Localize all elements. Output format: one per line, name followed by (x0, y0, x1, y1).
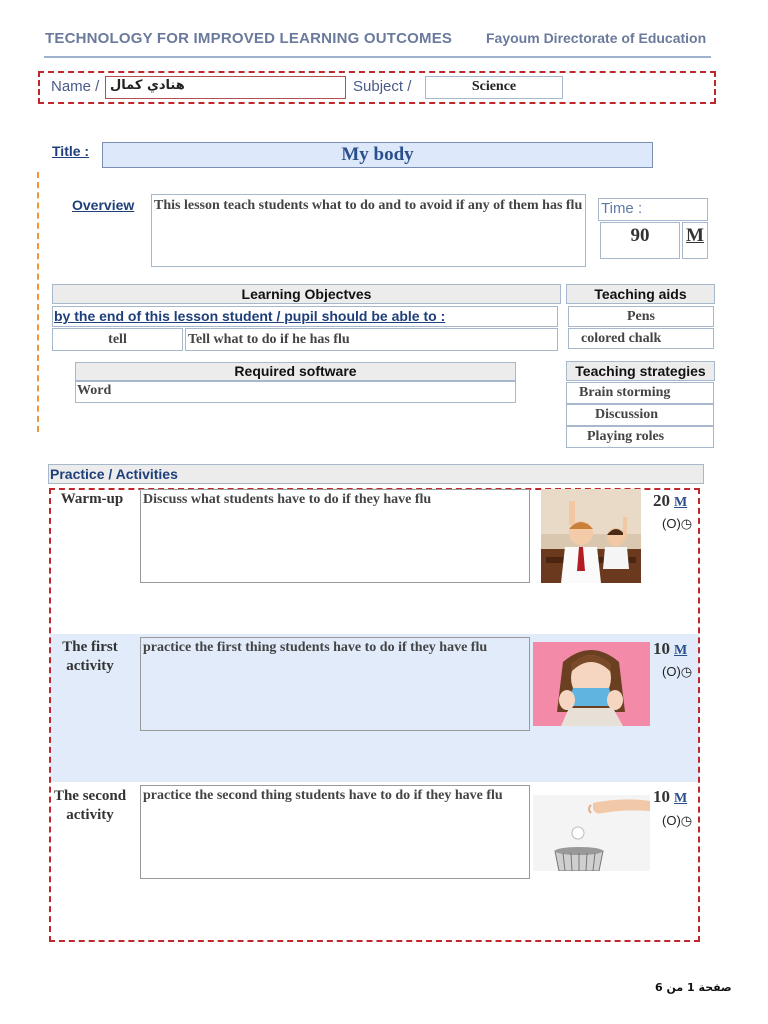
objective-text[interactable]: Tell what to do if he has flu (185, 328, 558, 351)
clock-icon: ◷ (680, 664, 693, 679)
first-activity-duration (653, 639, 687, 659)
teaching-aids-heading: Teaching aids (566, 284, 715, 304)
first-activity-minutes-unit: M (674, 643, 688, 658)
first-activity-text[interactable]: practice the first thing students have to do if they have flu (140, 637, 530, 731)
name-label: Name / (51, 78, 100, 95)
first-activity-label: The first activity (62, 639, 118, 674)
second-activity-duration (653, 787, 687, 807)
header-title: TECHNOLOGY FOR IMPROVED LEARNING OUTCOMES (45, 30, 453, 47)
directorate-name: Fayoum Directorate of Education (486, 30, 707, 46)
overview-label: Overview (72, 197, 135, 213)
time-label: Time : (598, 198, 708, 221)
warmup-duration (653, 491, 687, 511)
tissue-into-trash-bin-image (533, 795, 650, 871)
teaching-aid-item[interactable]: Pens (568, 306, 714, 327)
subject-field[interactable]: Science (425, 76, 563, 99)
schoolboy-raising-hand-image (541, 489, 641, 583)
second-activity-clock: (O)◷ (662, 813, 693, 828)
objective-verb[interactable]: tell (52, 328, 183, 351)
title-label: Title : (52, 143, 90, 159)
warmup-text[interactable]: Discuss what students have to do if they have flu (140, 489, 530, 583)
strategy-item[interactable]: Brain storming (566, 382, 714, 404)
activities-heading: Practice / Activities (48, 464, 704, 484)
header-divider (44, 56, 711, 58)
objectives-intro: by the end of this lesson student / pupil should be able to : (52, 306, 558, 327)
warmup-label: Warm-up (60, 491, 124, 507)
page-number: صفحة 1 من 6 (655, 981, 732, 994)
girl-blowing-nose-image (533, 642, 650, 726)
time-value[interactable]: 90 (600, 222, 680, 259)
second-activity-text[interactable]: practice the second thing students have to do if they have flu (140, 785, 530, 879)
warmup-clock: (O)◷ (662, 516, 693, 531)
teaching-aid-item[interactable]: colored chalk (568, 328, 714, 349)
clock-icon: ◷ (680, 516, 693, 531)
time-unit: M (682, 222, 708, 259)
strategy-item[interactable]: Discussion (566, 404, 714, 426)
software-heading: Required software (75, 362, 516, 381)
warmup-minutes: 20 (653, 491, 670, 510)
strategy-item[interactable]: Playing roles (566, 426, 714, 448)
overview-text[interactable]: This lesson teach students what to do and to avoid if any of them has flu (151, 194, 586, 267)
second-activity-minutes: 10 (653, 787, 670, 806)
strategies-heading: Teaching strategies (566, 361, 715, 381)
orange-margin-line (37, 172, 39, 432)
lesson-title[interactable]: My body (102, 142, 653, 168)
second-activity-minutes-unit: M (674, 791, 688, 806)
subject-label: Subject / (353, 78, 412, 95)
first-activity-minutes: 10 (653, 639, 670, 658)
second-activity-label: The second activity (53, 788, 127, 823)
clock-icon: ◷ (680, 813, 693, 828)
first-activity-clock: (O)◷ (662, 664, 693, 679)
objectives-heading: Learning Objectves (52, 284, 561, 304)
warmup-minutes-unit: M (674, 495, 688, 510)
software-item[interactable]: Word (75, 381, 516, 403)
name-field[interactable]: هنادي كمال (105, 76, 346, 99)
